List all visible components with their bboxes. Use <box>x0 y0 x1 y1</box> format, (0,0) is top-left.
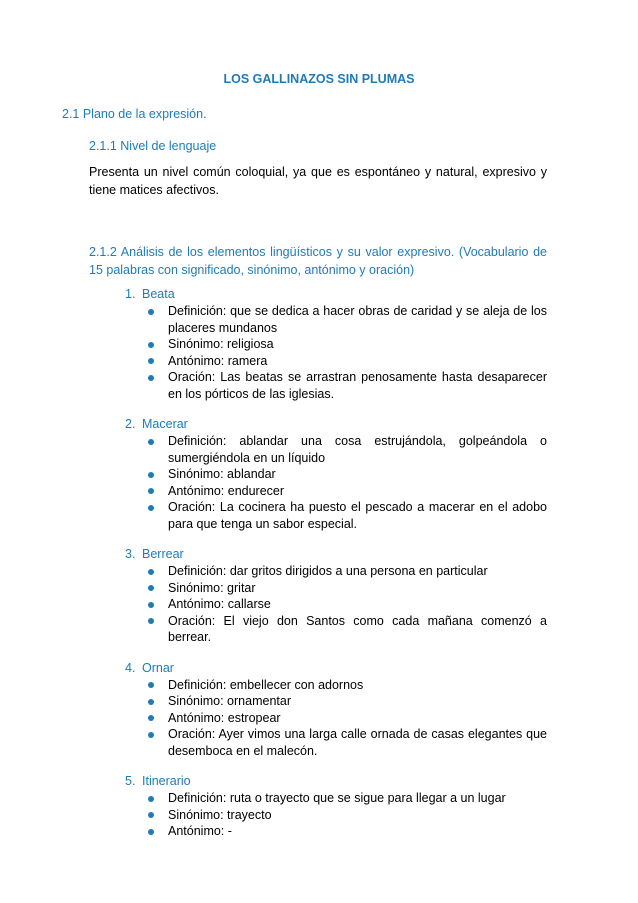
subsection-heading-1: 2.1.1 Nivel de lenguaje <box>89 139 217 153</box>
bullet-icon <box>148 375 154 381</box>
detail-text: Antónimo: callarse <box>168 597 271 611</box>
bullet-icon <box>148 618 154 624</box>
detail-item <box>89 483 549 500</box>
entry-details <box>89 677 549 760</box>
entry-word: Macerar <box>142 417 188 431</box>
vocabulary-list <box>89 286 549 854</box>
detail-text: Definición: dar gritos dirigidos a una persona en particular <box>168 564 488 578</box>
bullet-icon <box>148 829 154 835</box>
detail-item <box>89 433 549 466</box>
vocabulary-entry <box>89 773 549 840</box>
entry-heading <box>89 660 549 677</box>
bullet-icon <box>148 472 154 478</box>
section-heading: 2.1 Plano de la expresión. <box>62 107 207 121</box>
detail-item <box>89 499 549 532</box>
detail-text: Sinónimo: ornamentar <box>168 694 291 708</box>
detail-item <box>89 726 549 759</box>
detail-item <box>89 369 549 402</box>
detail-text: Oración: El viejo don Santos como cada mañana comenzó a berrear. <box>168 613 547 644</box>
entry-details <box>89 433 549 532</box>
detail-text: Antónimo: endurecer <box>168 483 285 498</box>
detail-text: Definición: embellecer con adornos <box>168 677 364 692</box>
detail-text: Oración: Las beatas se arrastran penosamente hasta desaparecer en los pórticos de las iglesias. <box>168 370 547 401</box>
subsection-1-text: Presenta un nivel común coloquial, ya que es espontáneo y natural, expresivo y tiene matices afectivos. <box>89 165 547 197</box>
entry-heading <box>89 286 549 303</box>
entry-details <box>89 563 549 646</box>
detail-item <box>89 466 549 483</box>
bullet-icon <box>148 342 154 348</box>
entry-heading <box>89 416 549 433</box>
detail-item <box>89 336 549 353</box>
detail-item <box>89 693 549 710</box>
detail-item <box>89 353 549 370</box>
vocabulary-entry <box>89 660 549 760</box>
bullet-icon <box>148 796 154 802</box>
detail-text: Antónimo: estropear <box>168 710 281 725</box>
detail-item <box>89 710 549 727</box>
vocabulary-entry <box>89 286 549 402</box>
bullet-icon <box>148 715 154 721</box>
detail-item <box>89 563 549 580</box>
detail-text: Antónimo: ramera <box>168 353 268 368</box>
bullet-icon <box>148 505 154 511</box>
vocabulary-entry <box>89 416 549 532</box>
detail-text: Definición: ruta o trayecto que se sigue para llegar a un lugar <box>168 791 506 805</box>
detail-text: Oración: Ayer vimos una larga calle ornada de casas elegantes que desemboca en el malecón. <box>168 727 547 758</box>
entry-heading <box>89 773 549 790</box>
bullet-icon <box>148 812 154 818</box>
entry-heading <box>89 546 549 563</box>
entry-number: 3. <box>125 547 136 561</box>
bullet-icon <box>148 699 154 705</box>
entry-number: 4. <box>125 660 136 675</box>
detail-text: Definición: que se dedica a hacer obras de caridad y se aleja de los placeres mundanos <box>168 304 547 335</box>
bullet-icon <box>148 309 154 315</box>
entry-details <box>89 790 549 840</box>
detail-text: Antónimo: - <box>168 824 232 838</box>
bullet-icon <box>148 358 154 364</box>
bullet-icon <box>148 488 154 494</box>
bullet-icon <box>148 732 154 738</box>
detail-item <box>89 580 549 597</box>
bullet-icon <box>148 569 154 575</box>
entry-number: 2. <box>125 417 136 431</box>
entry-number: 1. <box>125 287 136 301</box>
bullet-icon <box>148 585 154 591</box>
subsection-heading-2: 2.1.2 Análisis de los elementos lingüísticos y su valor expresivo. (Vocabulario de 15 palabras con significado, sinónimo, antónimo y oración) <box>89 245 547 277</box>
detail-text: Definición: ablandar una cosa estrujándola, golpeándola o sumergiéndola en un líquido <box>168 434 547 465</box>
entry-word: Beata <box>142 287 175 301</box>
detail-text: Sinónimo: trayecto <box>168 807 272 822</box>
vocabulary-entry <box>89 546 549 646</box>
bullet-icon <box>148 682 154 688</box>
detail-text: Sinónimo: ablandar <box>168 467 276 481</box>
bullet-icon <box>148 602 154 608</box>
entry-word: Berrear <box>142 547 184 561</box>
entry-details <box>89 303 549 402</box>
detail-text: Sinónimo: religiosa <box>168 337 274 351</box>
detail-item <box>89 596 549 613</box>
detail-text: Sinónimo: gritar <box>168 580 256 595</box>
entry-word: Ornar <box>142 660 174 675</box>
detail-item <box>89 823 549 840</box>
entry-word: Itinerario <box>142 774 191 788</box>
entry-number: 5. <box>125 774 136 788</box>
detail-item <box>89 807 549 824</box>
detail-item <box>89 303 549 336</box>
detail-item <box>89 677 549 694</box>
bullet-icon <box>148 439 154 445</box>
detail-item <box>89 613 549 646</box>
document-title: LOS GALLINAZOS SIN PLUMAS <box>223 72 415 86</box>
detail-item <box>89 790 549 807</box>
detail-text: Oración: La cocinera ha puesto el pescado a macerar en el adobo para que tenga un sabor especial. <box>168 500 547 531</box>
